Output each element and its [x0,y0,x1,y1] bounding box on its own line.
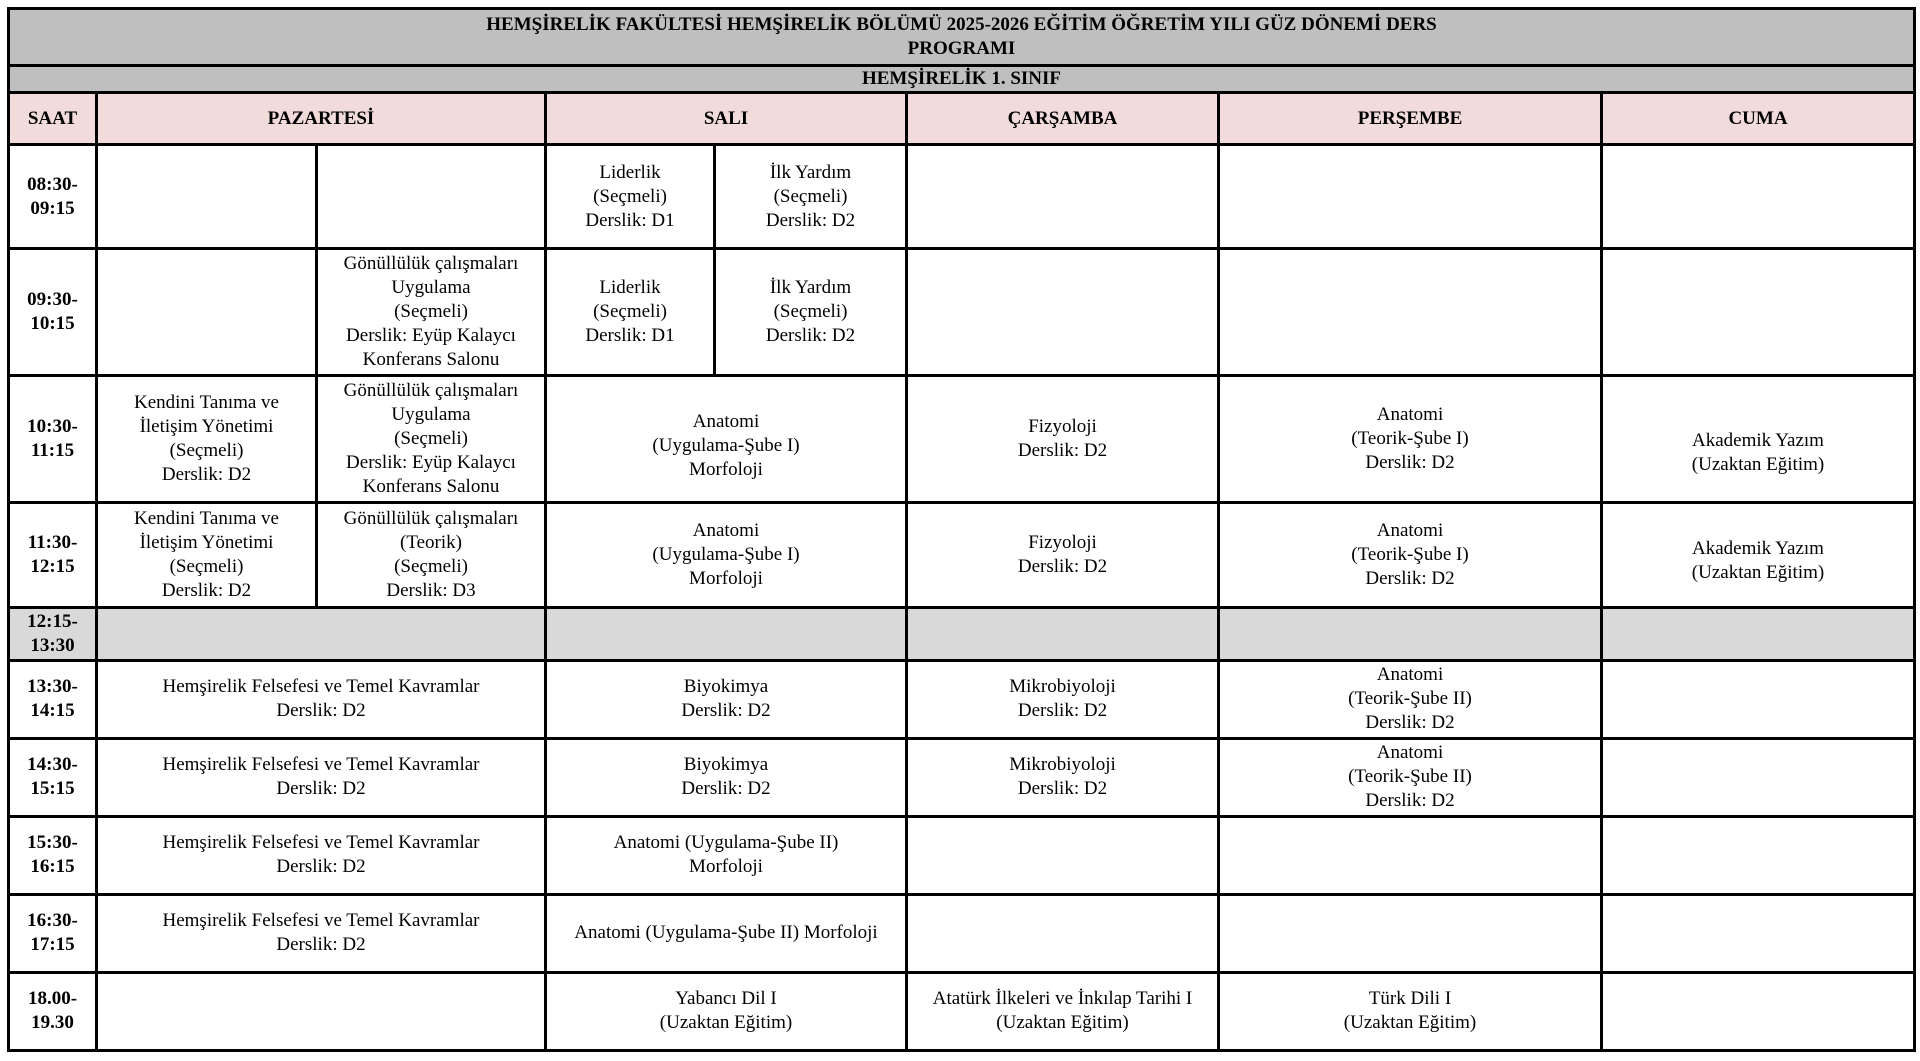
header-saat: SAAT [9,93,97,145]
class-subtitle: HEMŞİRELİK 1. SINIF [9,66,1915,93]
cuma-slot-1 [1602,145,1915,249]
course-cell: Gönüllülük çalışmaları Uygulama (Seçmeli) Derslik: Eyüp Kalaycı Konferans Salonu [317,376,546,503]
cuma-slot-8 [1602,816,1915,894]
header-cuma: CUMA [1602,93,1915,145]
time-slot-3: 10:30- 11:15 [9,376,97,503]
course-cell: Atatürk İlkeleri ve İnkılap Tarihi I (Uzaktan Eğitim) [907,972,1219,1050]
course-cell: Anatomi (Uygulama-Şube I) Morfoloji [546,376,907,503]
persembe-slot-9 [1219,894,1602,972]
header-carsamba: ÇARŞAMBA [907,93,1219,145]
cuma-slot-6 [1602,660,1915,738]
lunch-break-pazartesi [97,607,546,660]
course-cell: Kendini Tanıma ve İletişim Yönetimi (Seçmeli) Derslik: D2 [97,503,317,607]
pazartesi-a-slot-1 [97,145,317,249]
lunch-break-sali [546,607,907,660]
persembe-slot-2 [1219,249,1602,376]
course-cell: Akademik Yazım (Uzaktan Eğitim) [1602,503,1915,607]
course-cell: Anatomi (Uygulama-Şube II) Morfoloji [546,894,907,972]
pazartesi-b-slot-1 [317,145,546,249]
course-cell: Biyokimya Derslik: D2 [546,660,907,738]
course-cell: İlk Yardım (Seçmeli) Derslik: D2 [715,249,907,376]
course-cell: Fizyoloji Derslik: D2 [907,376,1219,503]
cuma-slot-2 [1602,249,1915,376]
course-cell: Yabancı Dil I (Uzaktan Eğitim) [546,972,907,1050]
course-cell: Anatomi (Uygulama-Şube I) Morfoloji [546,503,907,607]
header-pazartesi: PAZARTESİ [97,93,546,145]
lunch-break-carsamba [907,607,1219,660]
carsamba-slot-8 [907,816,1219,894]
course-cell: Kendini Tanıma ve İletişim Yönetimi (Seçmeli) Derslik: D2 [97,376,317,503]
course-cell: Anatomi (Teorik-Şube II) Derslik: D2 [1219,738,1602,816]
pazartesi-a-slot-2 [97,249,317,376]
course-cell: Hemşirelik Felsefesi ve Temel Kavramlar Derslik: D2 [97,660,546,738]
persembe-slot-1 [1219,145,1602,249]
course-cell: Gönüllülük çalışmaları (Teorik) (Seçmeli) Derslik: D3 [317,503,546,607]
course-cell: Akademik Yazım (Uzaktan Eğitim) [1602,376,1915,503]
course-cell: Fizyoloji Derslik: D2 [907,503,1219,607]
course-cell: Anatomi (Uygulama-Şube II) Morfoloji [546,816,907,894]
course-cell: Mikrobiyoloji Derslik: D2 [907,738,1219,816]
lunch-break-cuma [1602,607,1915,660]
carsamba-slot-2 [907,249,1219,376]
course-cell: Liderlik (Seçmeli) Derslik: D1 [546,249,715,376]
header-sali: SALI [546,93,907,145]
course-cell: Anatomi (Teorik-Şube I) Derslik: D2 [1219,503,1602,607]
carsamba-slot-1 [907,145,1219,249]
carsamba-slot-9 [907,894,1219,972]
course-cell: Anatomi (Teorik-Şube I) Derslik: D2 [1219,376,1602,503]
time-slot-9: 16:30- 17:15 [9,894,97,972]
course-cell: Hemşirelik Felsefesi ve Temel Kavramlar Derslik: D2 [97,738,546,816]
schedule-title [9,9,1915,66]
time-slot-2: 09:30- 10:15 [9,249,97,376]
pazartesi-slot-10 [97,972,546,1050]
course-cell: Anatomi (Teorik-Şube II) Derslik: D2 [1219,660,1602,738]
title-line-2: PROGRAMI [907,38,1016,60]
course-cell: İlk Yardım (Seçmeli) Derslik: D2 [715,145,907,249]
header-persembe: PERŞEMBE [1219,93,1602,145]
persembe-slot-8 [1219,816,1602,894]
course-cell: Mikrobiyoloji Derslik: D2 [907,660,1219,738]
course-cell: Türk Dili I (Uzaktan Eğitim) [1219,972,1602,1050]
cuma-slot-7 [1602,738,1915,816]
course-cell: Biyokimya Derslik: D2 [546,738,907,816]
lunch-break-persembe [1219,607,1602,660]
time-slot-4: 11:30- 12:15 [9,503,97,607]
course-cell: Liderlik (Seçmeli) Derslik: D1 [546,145,715,249]
time-slot-1: 08:30- 09:15 [9,145,97,249]
schedule-table [7,7,1916,1052]
time-slot-6: 13:30- 14:15 [9,660,97,738]
cuma-slot-9 [1602,894,1915,972]
course-cell: Hemşirelik Felsefesi ve Temel Kavramlar Derslik: D2 [97,894,546,972]
time-slot-7: 14:30- 15:15 [9,738,97,816]
cuma-slot-10 [1602,972,1915,1050]
course-cell: Hemşirelik Felsefesi ve Temel Kavramlar Derslik: D2 [97,816,546,894]
time-slot-8: 15:30- 16:15 [9,816,97,894]
title-line-1: HEMŞİRELİK FAKÜLTESİ HEMŞİRELİK BÖLÜMÜ 2025-2026 EĞİTİM ÖĞRETİM YILI GÜZ DÖNEMİ DERS [486,14,1437,36]
time-slot-lunch: 12:15- 13:30 [9,607,97,660]
time-slot-10: 18.00- 19.30 [9,972,97,1050]
course-cell: Gönüllülük çalışmaları Uygulama (Seçmeli) Derslik: Eyüp Kalaycı Konferans Salonu [317,249,546,376]
